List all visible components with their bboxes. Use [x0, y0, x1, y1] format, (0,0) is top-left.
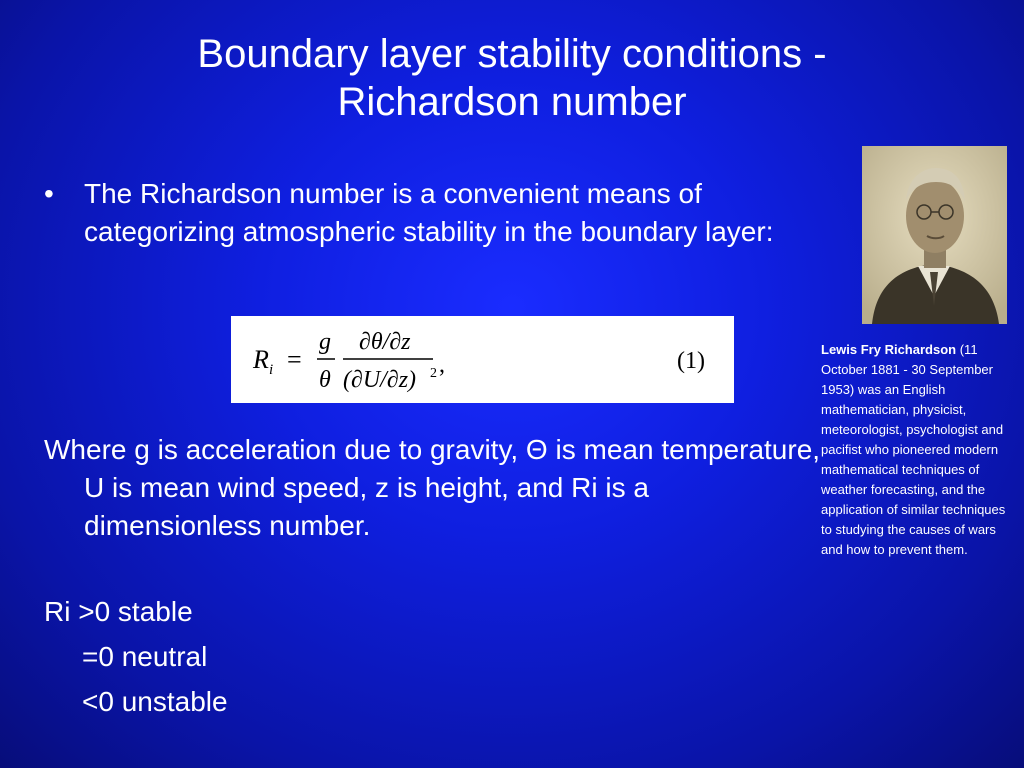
equation-image: [231, 316, 734, 403]
ri-neutral-condition: =0 neutral: [82, 641, 208, 672]
bullet-point: [44, 175, 844, 251]
equation-number: (1): [677, 348, 705, 374]
title-line-2: Richardson number: [337, 80, 687, 124]
caption-text: (11 October 1881 - 30 September 1953) was an English mathematician, physicist, meteorologist, psychologist and pacifist who pioneered modern mathematical techniques of weather forecasting, and the application of similar techniques to studying the causes of wars and how to prevent them.: [821, 342, 1006, 557]
variable-definitions: Where g is acceleration due to gravity, Θ is mean temperature, U is mean wind speed, z is height, and Ri is a dimensionless number.: [44, 434, 821, 541]
richardson-portrait: [862, 146, 1007, 324]
equation-equals: =: [287, 345, 302, 374]
ri-unstable-condition: <0 unstable: [82, 686, 228, 717]
bullet-marker: •: [44, 178, 54, 209]
portrait-image: [862, 146, 1007, 324]
bullet-text: The Richardson number is a convenient means of categorizing atmospheric stability in the boundary layer:: [84, 178, 774, 247]
caption-name: Lewis Fry Richardson: [821, 342, 957, 357]
slide-title: [60, 30, 964, 126]
portrait-caption: [821, 340, 1017, 560]
equation-theta: θ: [319, 367, 331, 393]
equation-lhs: R: [253, 345, 269, 374]
equation-g: g: [319, 329, 331, 355]
richardson-equation: [231, 316, 734, 403]
equation-numerator: ∂θ/∂z: [359, 329, 411, 355]
equation-lhs-subscript: i: [269, 362, 274, 378]
equation-comma: ,: [439, 352, 445, 378]
title-line-1: Boundary layer stability conditions -: [197, 32, 827, 76]
equation-exponent: 2: [430, 366, 437, 381]
ri-stable-condition: Ri >0 stable: [44, 596, 193, 627]
equation-denominator: (∂U/∂z): [343, 367, 417, 393]
